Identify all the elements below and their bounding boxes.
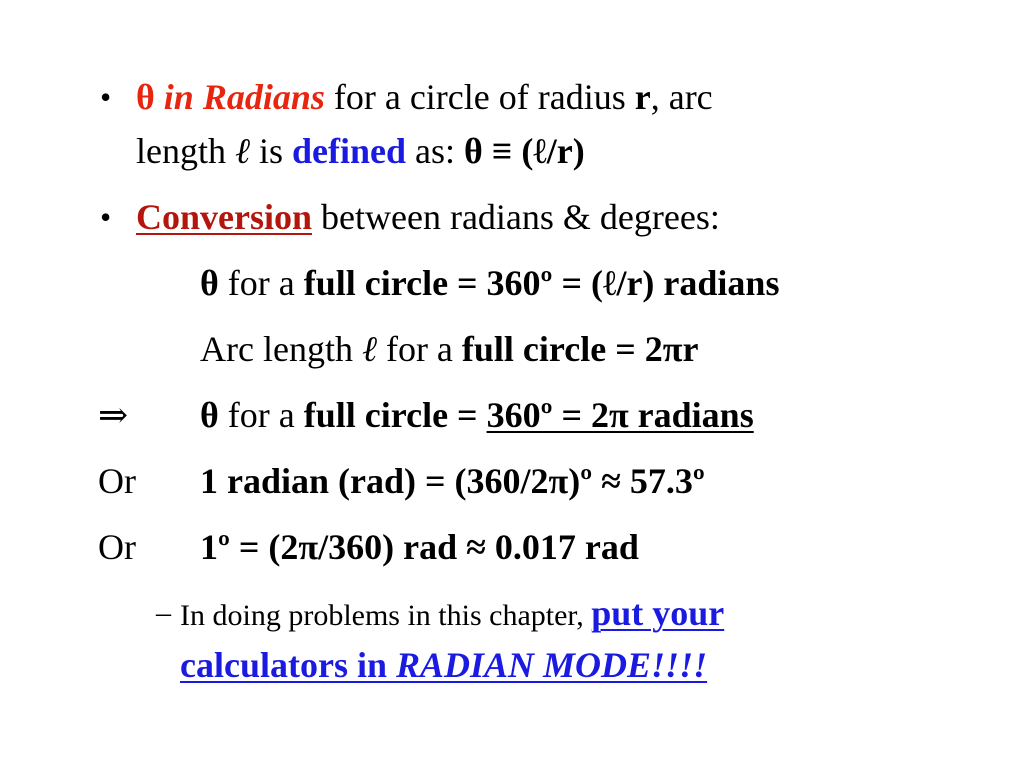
ell-symbol: ℓ: [234, 131, 250, 171]
theta-symbol: θ: [200, 395, 219, 435]
or-text: Or: [98, 527, 136, 567]
bullet-2-marker: •: [100, 199, 112, 235]
implies-arrow-icon: ⇒: [98, 395, 129, 435]
in-radians-text: in Radians: [163, 77, 325, 117]
calculators-in-text: calculators in: [180, 645, 396, 685]
row-1-text-1: for a: [218, 263, 304, 303]
implies-arrow: [98, 394, 128, 436]
row-3-result: 360º = 2π radians: [486, 395, 754, 435]
or-label-1: [98, 460, 136, 502]
defined-text: defined: [292, 131, 407, 171]
note-line-2: [180, 644, 707, 689]
or-text: Or: [98, 461, 136, 501]
implication-line: [200, 394, 754, 436]
note-text-1: In doing problems in this chapter,: [180, 599, 592, 632]
row-1-formula: full circle = 360º = (ℓ/r) radians: [303, 263, 780, 303]
bullet-1-text-4: is: [249, 131, 292, 171]
full-circle-theta-line: [200, 262, 779, 304]
degree-conversion-line: [200, 526, 639, 568]
dash-marker: –: [156, 596, 171, 629]
note-dash: [156, 592, 171, 634]
radius-r: r: [634, 77, 651, 117]
radian-conversion-formula: 1 radian (rad) = (360/2π)º ≈ 57.3º: [200, 461, 705, 501]
theta-symbol: θ: [200, 263, 219, 303]
degree-conversion-formula: 1º = (2π/360) rad ≈ 0.017 rad: [200, 527, 639, 567]
note-line-1: [180, 592, 724, 637]
bullet-1-text-1: for a circle of radius: [324, 77, 635, 117]
bullet-1-marker: •: [100, 79, 112, 115]
arc-length-line: [200, 328, 698, 370]
bullet-1-line-2: [136, 130, 585, 172]
bullet-1-text-2: , arc: [650, 77, 713, 117]
row-2-formula: full circle = 2πr: [461, 329, 699, 369]
bullet-1-text-5: as:: [406, 131, 465, 171]
row-3-text-1: for a: [218, 395, 304, 435]
radian-conversion-line: [200, 460, 705, 502]
definition-formula: θ ≡ (ℓ/r): [464, 131, 585, 171]
theta-symbol: θ: [136, 77, 155, 117]
ell-symbol: ℓ: [361, 329, 377, 369]
bullet-1-text-3: length: [136, 131, 235, 171]
bullet-2-text-1: between radians & degrees:: [312, 197, 720, 237]
or-label-2: [98, 526, 136, 568]
row-2-text-2: for a: [376, 329, 462, 369]
bullet-1-line-1: [136, 76, 713, 118]
row-3-text-2: full circle =: [303, 395, 487, 435]
row-2-text-1: Arc length: [200, 329, 362, 369]
radian-mode-text: RADIAN MODE!!!!: [395, 645, 708, 685]
conversion-text: Conversion: [136, 197, 313, 237]
put-your-text: put your: [591, 593, 725, 633]
bullet-2-line: [136, 196, 720, 238]
